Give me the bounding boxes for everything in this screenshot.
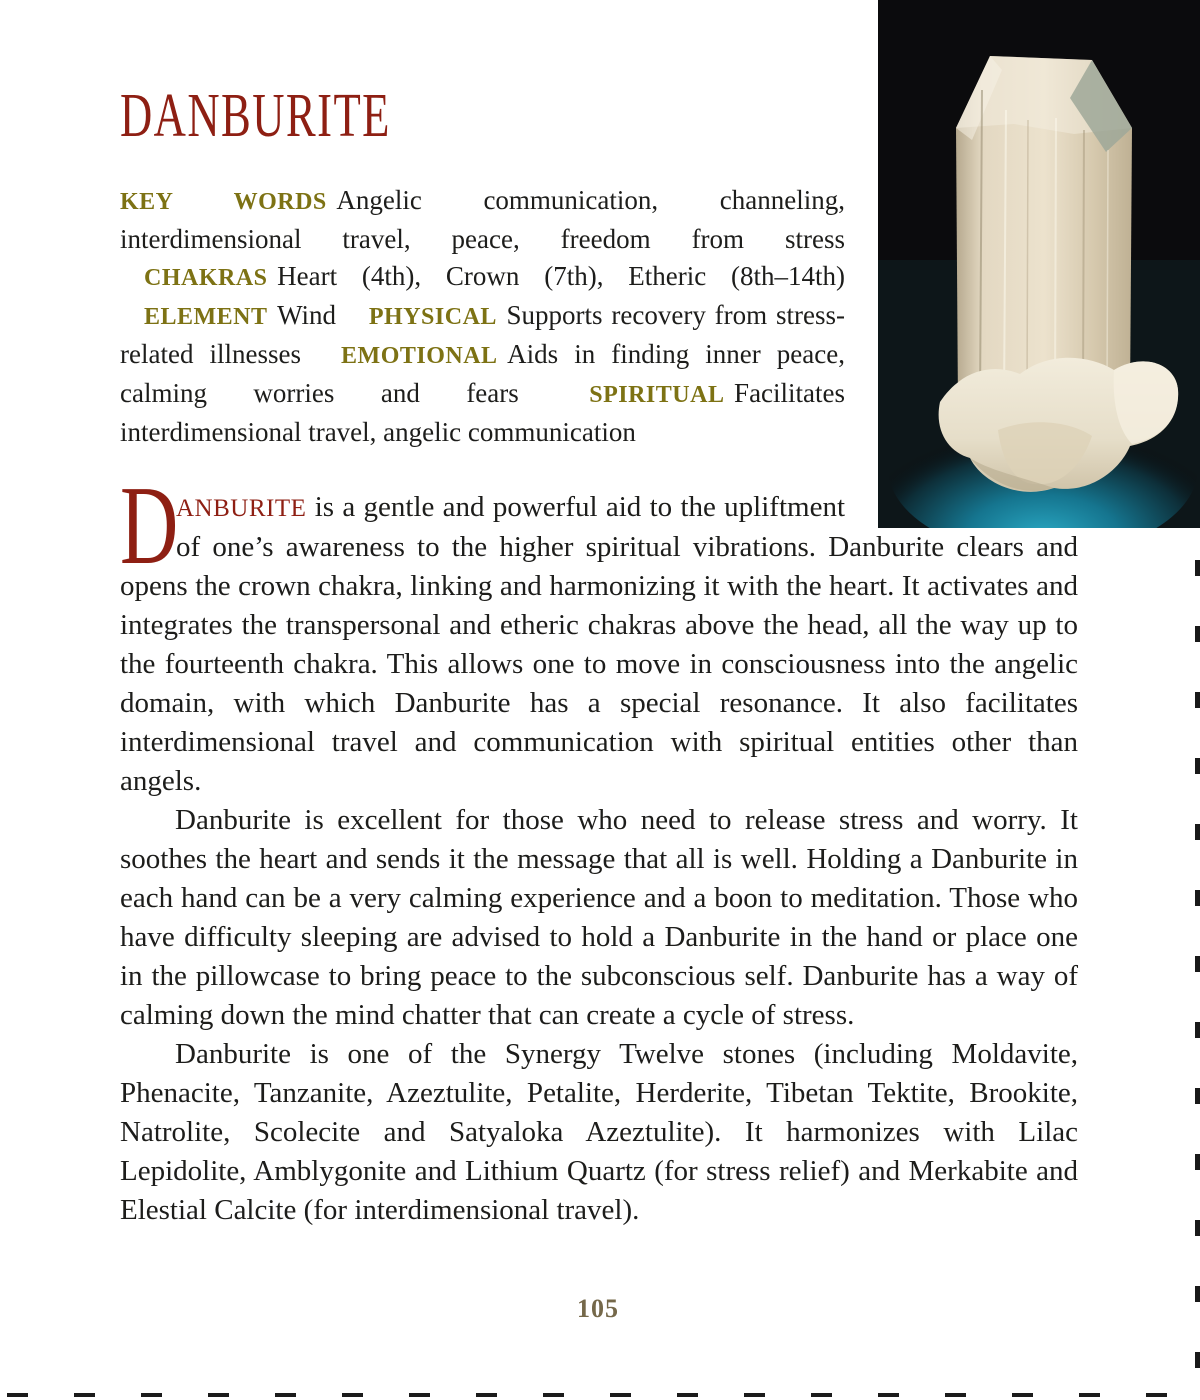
chakras-label: CHAKRAS [144, 265, 268, 291]
edge-tick-mark [1195, 1022, 1200, 1038]
paragraph-3: Danburite is one of the Synergy Twelve stones (including Moldavite, Phenacite, Tanzanite, Azeztulite, Petalite, Herderite, Tibetan Tektite, Brookite, Natrolite, Scolecite and Satyaloka Azeztulite). It harmonizes with Lilac Lepidolite, Amblygonite and Lithium Quartz (for stress relief) and Merkabite and Elestial Calcite (for interdimensional travel). [120, 1038, 1078, 1226]
edge-tick-mark [1195, 1154, 1200, 1170]
page-number: 105 [577, 1294, 619, 1323]
element-text: Wind [277, 300, 337, 330]
edge-tick-mark [1195, 758, 1200, 774]
chakras-segment [120, 261, 845, 291]
edge-tick-mark [1195, 1286, 1200, 1302]
edge-tick-mark [1195, 626, 1200, 642]
edge-tick-mark [1195, 1352, 1200, 1368]
edge-tick-mark [1195, 956, 1200, 972]
drop-cap: D [120, 464, 179, 588]
page-title: DANBURITE [120, 82, 391, 150]
element-segment [120, 300, 336, 330]
physical-label: PHYSICAL [368, 304, 497, 330]
body-text [120, 464, 1078, 1230]
lead-small-caps: ANBURITE [176, 495, 307, 522]
key-words-label: KEY WORDS [120, 189, 327, 215]
edge-tick-mark [1195, 560, 1200, 576]
edge-tick-mark [1195, 890, 1200, 906]
photo-wrap-spacer [845, 90, 1078, 528]
edge-tick-mark [1195, 1088, 1200, 1104]
edge-tick-mark [1195, 824, 1200, 840]
chakras-text: Heart (4th), Crown (7th), Etheric (8th–14th) [277, 261, 845, 291]
key-words-text: Angelic communication, channeling, interdimensional travel, peace, freedom from stress [120, 185, 845, 254]
paragraph-2: Danburite is excellent for those who need to release stress and worry. It soothes the heart and sends it the message that all is well. Holding a Danburite in each hand can be a very calming experience and a boon to meditation. Those who have difficulty sleeping are advised to hold a Danburite in the hand or place one in the pillowcase to bring peace to the subconscious self. Danburite has a way of calming down the mind chatter that can create a cycle of stress. [120, 804, 1078, 1031]
edge-tick-mark [1195, 1220, 1200, 1236]
text-column [120, 82, 1078, 1230]
spiritual-text: Facilitates interdimensional travel, angelic communication [120, 378, 846, 447]
right-edge-tick-marks [1195, 0, 1200, 1400]
emotional-text: Aids in finding inner peace, calming worries and fears [120, 339, 845, 408]
paragraph-1 [120, 464, 1078, 801]
bottom-edge-dash-border [0, 1393, 1200, 1397]
edge-tick-mark [1195, 692, 1200, 708]
key-words-segment [120, 185, 845, 254]
spiritual-label: SPIRITUAL [589, 382, 725, 408]
emotional-label: EMOTIONAL [341, 343, 498, 369]
physical-text: Supports recovery from stress-related illnesses [120, 300, 845, 369]
element-label: ELEMENT [144, 304, 268, 330]
paragraph-1-text: is a gentle and powerful aid to the upliftment of one’s awareness to the higher spiritual vibrations. Danburite clears and opens the crown chakra, linking and harmonizing it with the heart. It activates and integrates the transpersonal and etheric chakras above the head, all the way up to the fourteenth chakra. This allows one to move in consciousness into the angelic domain, with which Danburite has a special resonance. It also facilitates interdimensional travel and communication with spiritual entities other than angels. [120, 491, 1078, 797]
